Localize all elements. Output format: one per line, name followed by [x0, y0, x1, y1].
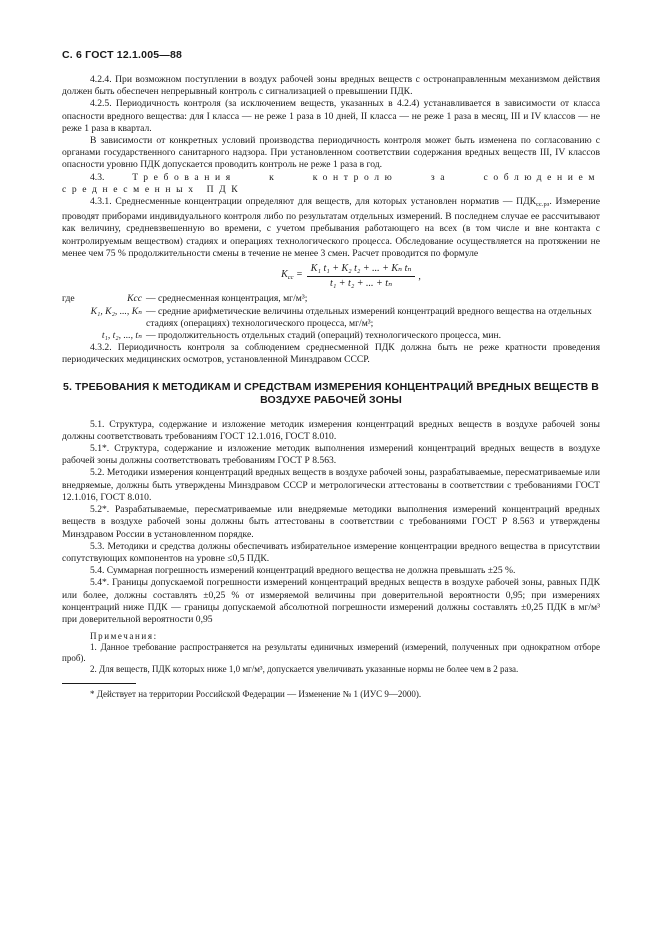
clause-5-1-star: 5.1*. Структура, содержание и изложение методик выполнения измерений концентраций вредных веществ в воздухе рабочей зоны должны соответствовать требованиям ГОСТ Р 8.563.: [62, 443, 600, 467]
clause-5-4: 5.4. Суммарная погрешность измерений концентраций вредного вещества не должна превышать ±25 %.: [90, 565, 516, 577]
clause-5-4-star: 5.4*. Границы допускаемой погрешности измерений концентраций вредных веществ в воздухе рабочей зоны, равных ПДК или более, должны составлять ±0,25 % от измеряемой величины при доверительной вероятности 0,95; при измерениях концентраций ниже ПДК — границы допускаемой абсолютной погрешности измерений должны составлять ±0,25 ПДК в мг/м³ при доверительной вероятности 0,95: [62, 577, 600, 625]
note-1: 1. Данное требование распространяется на результаты единичных измерений (измерений, полученных при однократном отборе проб).: [62, 642, 600, 664]
legend-symbol-kss: где Kсс: [62, 293, 142, 305]
notes-heading: Примечания:: [90, 631, 158, 642]
legend-definition-kss: — среднесменная концентрация, мг/м³;: [146, 293, 308, 305]
clause-5-3: 5.3. Методики и средства должны обеспечивать избирательное измерение концентрации вредного вещества в присутствии сопутствующих компонентов на уровне ≤0,5 ПДК.: [62, 540, 600, 564]
formula-fraction: [307, 263, 416, 290]
section-5-title: 5. ТРЕБОВАНИЯ К МЕТОДИКАМ И СРЕДСТВАМ ИЗМЕРЕНИЯ КОНЦЕНТРАЦИЙ ВРЕДНЫХ ВЕЩЕСТВ В ВОЗДУХЕ РАБОЧЕЙ ЗОНЫ: [63, 380, 599, 406]
formula-lhs: $K_{сс}$ =: [281, 269, 303, 282]
clause-4-3-1: [62, 196, 600, 260]
footnote-rule: [62, 683, 136, 684]
clause-5-1: 5.1. Структура, содержание и изложение методик измерения концентраций вредных веществ в воздухе рабочей зоны должны соответствовать требованиям ГОСТ 12.1.016, ГОСТ 8.010.: [62, 418, 600, 442]
running-header: С. 6 ГОСТ 12.1.005—88: [62, 49, 183, 61]
formula-legend: [62, 293, 600, 342]
formula-denominator: t₁ + t₂ + ... + tₙ: [330, 278, 393, 290]
clause-4-2-5-continued: В зависимости от конкретных условий производства периодичность контроля может быть изменена по согласованию с органами государственного санитарного надзора. При установленном соответствии содержания вредных веществ III, IV классов опасности уровню ПДК допускается проводить контроль не реже 1 раза в год.: [62, 135, 600, 171]
clause-5-2: 5.2. Методики измерения концентраций вредных веществ в воздухе рабочей зоны, разрабатываемые, пересматриваемые или внедряемые, должны быть утверждены Минздравом СССР и метрологически аттестованы в соответствии с требованиями ГОСТ 12.1.016, ГОСТ 8.010.: [62, 467, 600, 503]
clause-4-3-title: Требования к контролю за соблюдением среднесменных ПДК: [62, 171, 600, 195]
clause-4-3-heading: [62, 172, 600, 196]
note-2: 2. Для веществ, ПДК которых ниже 1,0 мг/м³, допускается увеличивать указанные нормы не более чем в 2 раза.: [90, 664, 519, 675]
legend-definition-t: — продолжительность отдельных стадий (операций) технологического процесса, мин.: [146, 330, 501, 342]
legend-symbol-k: K₁, K₂, ..., Kₙ: [90, 305, 142, 317]
footnote: * Действует на территории Российской Федерации — Изменение № 1 (ИУС 9—2000).: [90, 689, 422, 700]
clause-4-3-1-subscript: сс.рз: [536, 201, 550, 209]
page-body: [62, 74, 600, 701]
clause-4-3-2: 4.3.2. Периодичность контроля за соблюдением среднесменной ПДК должна быть не реже кратности проведения периодических медицинских осмотров, установленной Минздравом СССР.: [62, 342, 600, 366]
legend-symbol-t: t₁, t₂, ..., tₙ: [101, 330, 142, 342]
legend-definition-k: — средние арифметические величины отдельных измерений концентраций вредного вещества на отдельных стадиях (операциях) технологического процесса, мг/м³;: [146, 305, 592, 329]
clause-4-2-4: 4.2.4. При возможном поступлении в воздух рабочей зоны вредных веществ с остронаправленным механизмом действия должен быть обеспечен непрерывный контроль с сигнализацией о превышении ПДК.: [62, 74, 600, 98]
clause-4-3-1-text-b: . Измерение проводят приборами индивидуального контроля либо по результатам отдельных измерений. В последнем случае ее рассчитывают как величину, средневзвешенную во времени, с учетом пребывания работающего на всех (в том числе и вне контакта с контролируемым веществом) стадиях и операциях технологического процесса. Обследование осуществляется на протяжении не менее чем 75 % продолжительности смены в течение не менее 3 смен. Расчет проводится по формуле: [62, 196, 600, 259]
average-concentration-formula: $K_{сс}$ = $\frac{\text{K₁ t₁ + K₂ t₂ + ... + Kₙ tₙ}}{\text{t₁ + t₂ + ... + tₙ}}$ ,: [281, 263, 421, 290]
clause-4-3-1-text-a: 4.3.1. Среднесменные концентрации определяют для веществ, для которых установлен норматив — ПДК: [90, 196, 537, 208]
clause-4-2-5: 4.2.5. Периодичность контроля (за исключением веществ, указанных в 4.2.4) устанавливается в зависимости от класса опасности вредного вещества: для I класса — не реже 1 раза в 10 дней, II класса — не реже 1 раза в месяц, III и IV классов — не реже 1 раза в квартал.: [62, 98, 600, 134]
formula-numerator: K₁ t₁ + K₂ t₂ + ... + Kₙ tₙ: [307, 263, 416, 277]
clause-5-2-star: 5.2*. Разрабатываемые, пересматриваемые или внедряемые методики выполнения измерений концентраций вредных веществ в воздухе рабочей зоны должны быть аттестованы в соответствии с требованиями ГОСТ Р 8.563 и утверждены Минздравом России в установленном порядке.: [62, 504, 600, 540]
clause-4-3-number: 4.3.: [90, 171, 105, 183]
